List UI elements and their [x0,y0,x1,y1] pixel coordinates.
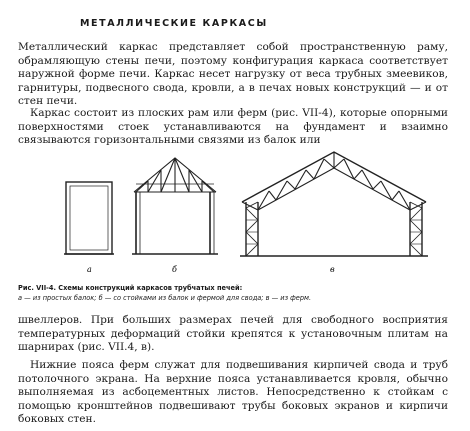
frame-a-drawing [64,182,114,254]
figure-caption [18,283,458,303]
caption-title: Рис. VII-4. Схемы конструкций каркасов трубчатых печей: [18,284,243,292]
paragraph-4: Нижние пояса ферм служат для подвешивания кирпичей свода и труб потолочного экрана. На верхние пояса устанавливается кровля, обычно выполняемая из асбоцементных листов. Непосредственно к стойкам с помощью кронштейнов подвешивают трубы боковых экранов и кирпичи боковых стен. [18,359,448,426]
frame-c-drawing [240,152,428,256]
figure-label-c: в [330,265,335,274]
frame-schemes-figure [64,144,434,276]
paragraph-1: Металлический каркас представляет собой пространственную раму, обрамляющую стены печи, поэтому конфигурация каркаса соответствует наружной форме печи. Каркас несет нагрузку от веса трубных змеевиков, гарнитуры, подвесного свода, кровли, а в печах новых конструкций — и от стен печи. [18,41,448,108]
figure-label-b: б [172,265,177,274]
figure-label-a: а [87,265,92,274]
paragraph-2: Каркас состоит из плоских рам или ферм (рис. VII-4), которые опорными поверхностями стоек устанавливаются на фундамент и взаимно связываются горизонтальными связями из балок или [18,107,448,147]
frame-b-drawing [132,158,218,254]
section-heading: МЕТАЛЛИЧЕСКИЕ КАРКАСЫ [80,18,268,29]
paragraph-3: швеллеров. При больших размерах печей для свободного восприятия температурных деформаций стойки крепятся к установочным плитам на шарнирах (рис. VII.4, в). [18,314,448,354]
caption-body: а — из простых балок; б — со стойками из балок и фермой для свода; в — из ферм. [18,294,312,302]
